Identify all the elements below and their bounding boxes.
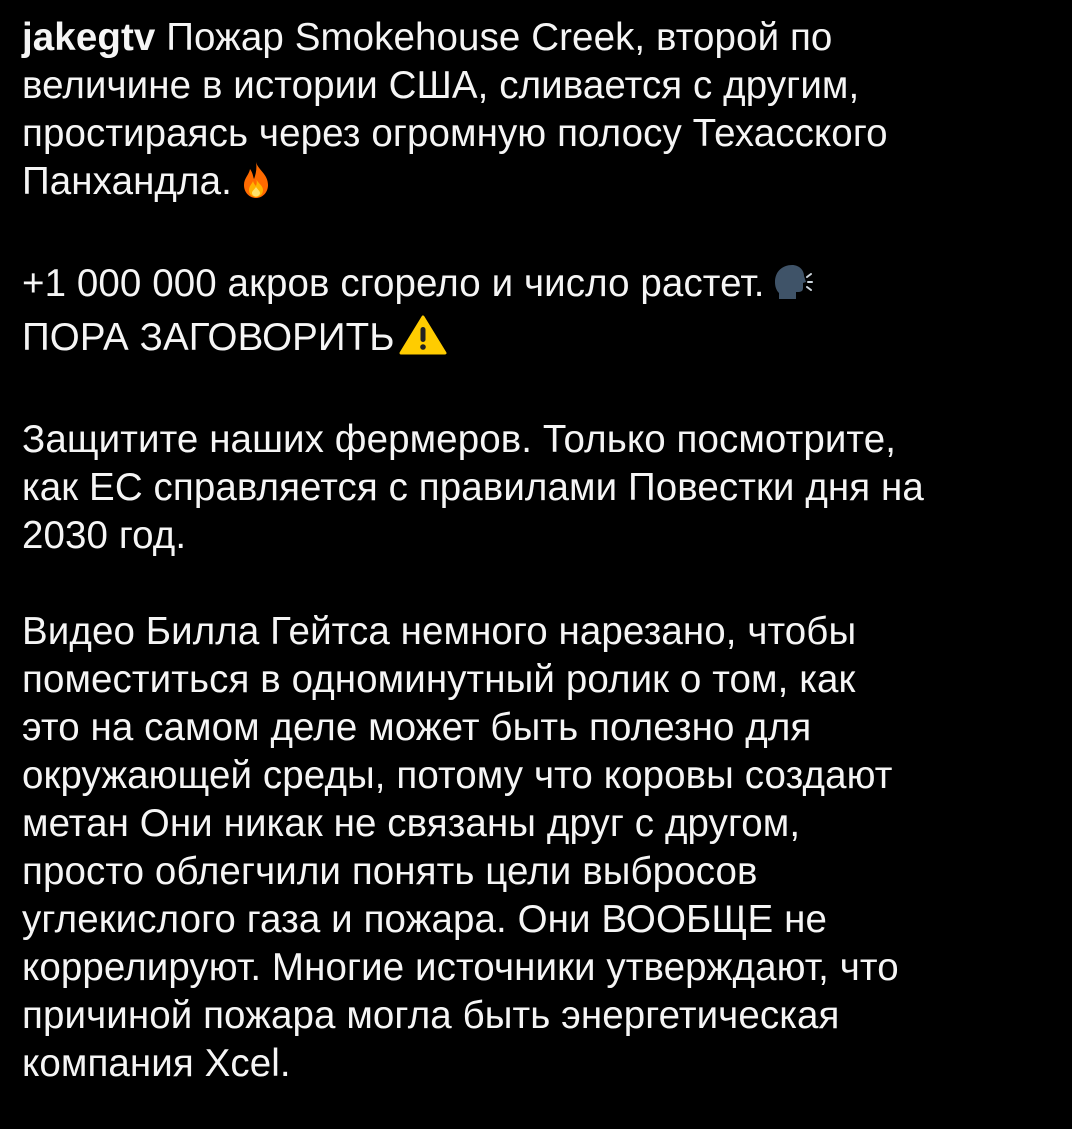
warning-icon	[399, 314, 447, 368]
fire-icon	[236, 160, 276, 212]
post-caption	[22, 14, 1052, 1088]
caption-paragraph-3: Защитите наших фермеров. Только посмотрите, как ЕС справляется с правилами Повестки дня на 2030 год.	[22, 418, 924, 557]
caption-paragraph-4: Видео Билла Гейтса немного нарезано, чтобы поместиться в одноминутный ролик о том, как это на самом деле может быть полезно для окружающей среды, потому что коровы создают метан Они никак не связаны друг с другом, просто облегчили понять цели выбросов углекислого газа и пожара. Они ВООБЩЕ не коррелируют. Многие источники утверждают, что причиной пожара могла быть энергетическая компания Xcel.	[22, 610, 899, 1085]
caption-text-2: +1 000 000 акров сгорело и число растет.	[22, 262, 765, 305]
username-link[interactable]: jakegtv	[22, 16, 156, 59]
caption-paragraph-1	[22, 14, 1052, 212]
caption-text-2b: ПОРА ЗАГОВОРИТЬ	[22, 316, 395, 359]
speaking-head-icon	[769, 262, 813, 314]
caption-paragraph-2	[22, 260, 1052, 368]
caption-text-1: Пожар Smokehouse Creek, второй по величине в истории США, сливается с другим, простираясь через огромную полосу Техасского Панхандла.	[22, 16, 888, 203]
